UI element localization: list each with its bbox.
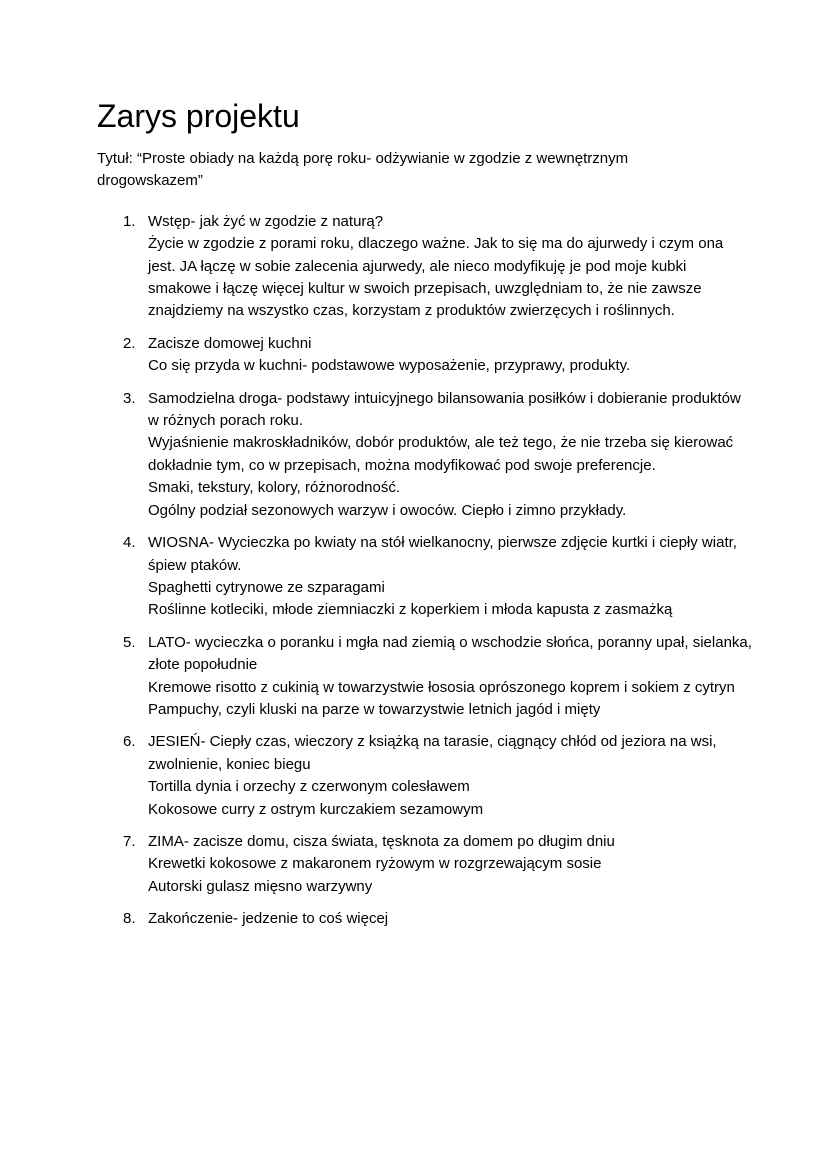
item-paragraph: Tortilla dynia i orzechy z czerwonym colesławem <box>148 778 470 796</box>
item-paragraph: JESIEŃ- Ciepły czas, wieczory z książką na tarasie, ciągnący chłód od jeziora na wsi, zwolnienie, koniec biegu <box>148 733 717 773</box>
item-paragraphs <box>148 532 752 622</box>
item-number: 2. <box>123 334 136 352</box>
item-number: 4. <box>123 534 136 552</box>
item-paragraph: ZIMA- zacisze domu, cisza świata, tęsknota za domem po długim dniu <box>148 832 615 850</box>
item-paragraph: Krewetki kokosowe z makaronem ryżowym w rozgrzewającym sosie <box>148 855 602 873</box>
item-paragraphs <box>148 731 752 821</box>
item-paragraph: Wstęp- jak żyć w zgodzie z naturą? <box>148 212 384 230</box>
outline-item <box>97 388 752 522</box>
outline-item <box>97 532 752 622</box>
item-paragraphs <box>148 632 752 722</box>
item-number: 1. <box>123 212 136 230</box>
item-paragraph: Co się przyda w kuchni- podstawowe wyposażenie, przyprawy, produkty. <box>148 357 631 375</box>
item-paragraphs <box>148 211 752 323</box>
outline-item <box>97 333 752 378</box>
item-number: 7. <box>123 832 136 850</box>
item-paragraph: Ogólny podział sezonowych warzyw i owoców. Ciepło i zimno przykłady. <box>148 501 627 519</box>
outline-item <box>97 731 752 821</box>
item-paragraph: Zakończenie- jedzenie to coś więcej <box>148 910 389 928</box>
item-paragraph: LATO- wycieczka o poranku i mgła nad ziemią o wschodzie słońca, poranny upał, sielanka, złote popołudnie <box>148 633 752 674</box>
item-paragraph: Pampuchy, czyli kluski na parze w towarzystwie letnich jagód i mięty <box>148 700 601 718</box>
outline-list <box>97 211 820 931</box>
item-number: 5. <box>123 633 136 651</box>
item-paragraphs <box>148 333 752 378</box>
item-paragraph: Autorski gulasz mięsno warzywny <box>148 877 373 895</box>
item-paragraphs <box>148 831 752 898</box>
item-paragraph: Kremowe risotto z cukinią w towarzystwie łososia oprószonego koprem i sokiem z cytryn <box>148 678 735 696</box>
item-number: 3. <box>123 389 136 407</box>
item-paragraph: Życie w zgodzie z porami roku, dlaczego ważne. Jak to się ma do ajurwedy i czym ona jest. JA łączę w sobie zalecenia ajurwedy, ale nieco modyfikuję je pod moje kubki smakowe i łączę więcej kultur w swoich przepisach, uwzględniam to, że nie zawsze znajdziemy na wszystko czas, korzystam z produktów zwierzęcych i roślinnych. <box>148 235 724 320</box>
item-paragraph: Samodzielna droga- podstawy intuicyjnego bilansowania posiłków i dobieranie produktów w różnych porach roku. <box>148 389 741 430</box>
item-paragraph: Wyjaśnienie makroskładników, dobór produktów, ale też tego, że nie trzeba się kierować dokładnie tym, co w przepisach, można modyfikować pod swoje preferencje. <box>148 434 734 474</box>
outline-item <box>97 211 752 323</box>
item-paragraph: Kokosowe curry z ostrym kurczakiem sezamowym <box>148 800 484 818</box>
outline-item <box>97 831 752 898</box>
item-number: 6. <box>123 733 136 751</box>
item-paragraphs <box>148 388 752 522</box>
item-paragraph: WIOSNA- Wycieczka po kwiaty na stół wielkanocny, pierwsze zdjęcie kurtki i ciepły wiatr, śpiew ptaków. <box>148 534 737 574</box>
item-paragraph: Roślinne kotleciki, młode ziemniaczki z koperkiem i młoda kapusta z zasmażką <box>148 601 673 619</box>
document-title: Zarys projektu <box>97 98 300 134</box>
item-number: 8. <box>123 910 136 928</box>
item-paragraph: Zacisze domowej kuchni <box>148 334 312 352</box>
document-subtitle: Tytuł: “Proste obiady na każdą porę roku- odżywianie w zgodzie z wewnętrznym drogowskazem” <box>97 150 629 190</box>
item-paragraphs <box>148 908 752 930</box>
outline-item <box>97 908 752 930</box>
item-paragraph: Smaki, tekstury, kolory, różnorodność. <box>148 479 401 497</box>
outline-item <box>97 632 752 722</box>
item-paragraph: Spaghetti cytrynowe ze szparagami <box>148 578 385 596</box>
